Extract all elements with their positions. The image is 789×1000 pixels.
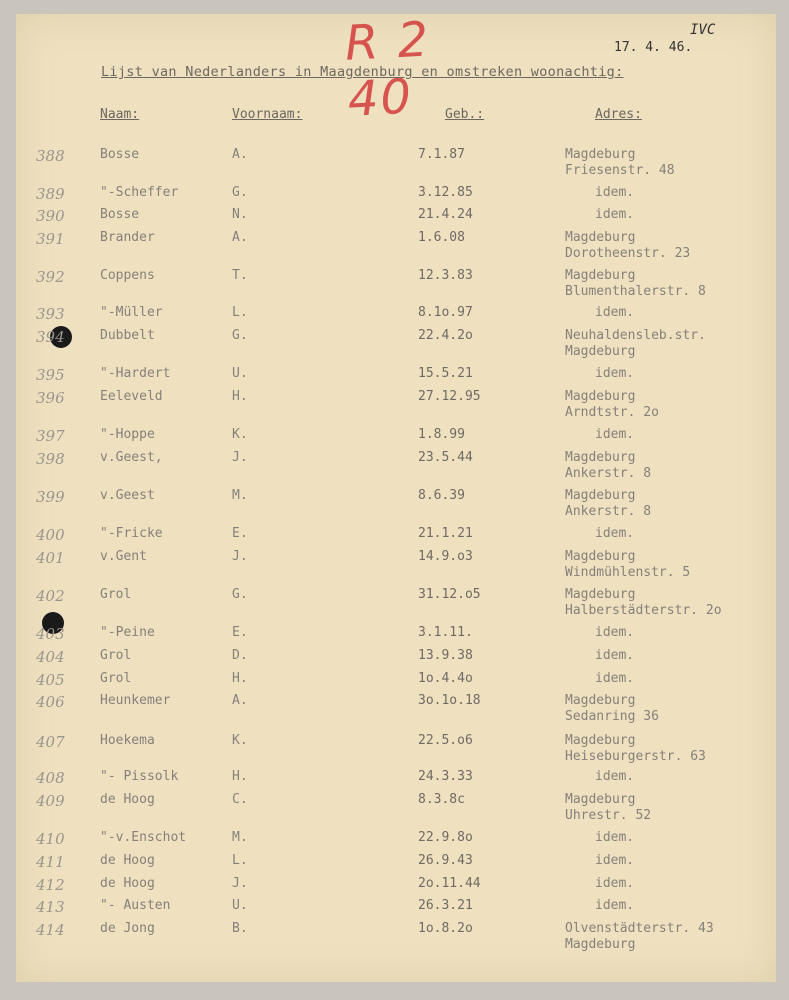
row-no: 400 (36, 526, 65, 544)
row-naam: Bosse (100, 207, 140, 222)
row-geb: 27.12.95 (418, 389, 481, 404)
row-no: 398 (36, 450, 65, 468)
row-vn: K. (232, 427, 248, 442)
row-vn: N. (232, 207, 248, 222)
row-adres: idem. (595, 769, 635, 784)
row-adres2: Windmühlenstr. 5 (565, 565, 691, 580)
row-adres2: Blumenthalerstr. 8 (565, 284, 706, 299)
table-row (0, 389, 789, 420)
row-vn: E. (232, 625, 248, 640)
row-geb: 3o.1o.18 (418, 693, 481, 708)
row-no: 390 (36, 207, 65, 225)
row-no: 403 (36, 625, 65, 643)
row-adres2: Halberstädterstr. 2o (565, 603, 722, 618)
row-adres: idem. (595, 207, 635, 222)
row-adres2: Friesenstr. 48 (565, 163, 675, 178)
row-geb: 22.4.2o (418, 328, 473, 343)
row-geb: 7.1.87 (418, 147, 465, 162)
row-no: 408 (36, 769, 65, 787)
table-row (0, 450, 789, 481)
row-geb: 21.1.21 (418, 526, 473, 541)
row-adres2: Sedanring 36 (565, 709, 659, 724)
row-naam: Coppens (100, 268, 155, 283)
row-no: 397 (36, 427, 65, 445)
row-geb: 1o.8.2o (418, 921, 473, 936)
table-row (0, 526, 789, 546)
row-adres: Neuhaldensleb.str. (565, 328, 706, 343)
row-naam: Heunkemer (100, 693, 171, 708)
row-geb: 26.3.21 (418, 898, 473, 913)
row-adres: Magdeburg (565, 549, 636, 564)
row-vn: M. (232, 488, 248, 503)
row-vn: G. (232, 587, 248, 602)
row-no: 401 (36, 549, 65, 567)
table-row (0, 268, 789, 299)
table-row (0, 549, 789, 580)
row-naam: "-v.Enschot (100, 830, 187, 845)
row-adres: Magdeburg (565, 268, 636, 283)
row-naam: v.Gent (100, 549, 147, 564)
row-vn: A. (232, 147, 248, 162)
row-naam: Brander (100, 230, 155, 245)
row-geb: 2o.11.44 (418, 876, 481, 891)
row-naam: Dubbelt (100, 328, 155, 343)
table-row (0, 671, 789, 691)
row-geb: 13.9.38 (418, 648, 473, 663)
row-geb: 14.9.o3 (418, 549, 473, 564)
row-adres2: Ankerstr. 8 (565, 504, 652, 519)
row-geb: 24.3.33 (418, 769, 473, 784)
document-title: Lijst van Nederlanders in Maagdenburg en omstreken woonachtig: (101, 64, 624, 80)
row-adres2: Dorotheenstr. 23 (565, 246, 691, 261)
row-no: 413 (36, 898, 65, 916)
row-adres2: Uhrestr. 52 (565, 808, 652, 823)
row-geb: 23.5.44 (418, 450, 473, 465)
row-vn: M. (232, 830, 248, 845)
row-adres: Magdeburg (565, 733, 636, 748)
row-vn: A. (232, 693, 248, 708)
row-adres: Magdeburg (565, 792, 636, 807)
row-adres: idem. (595, 853, 635, 868)
row-naam: de Hoog (100, 853, 155, 868)
row-naam: "-Hardert (100, 366, 171, 381)
row-naam: Bosse (100, 147, 140, 162)
corner-mark: IVC (690, 22, 716, 38)
row-naam: de Hoog (100, 792, 155, 807)
table-row (0, 769, 789, 789)
row-naam: "-Peine (100, 625, 155, 640)
table-row (0, 830, 789, 850)
row-naam: Hoekema (100, 733, 155, 748)
row-geb: 8.6.39 (418, 488, 465, 503)
row-vn: A. (232, 230, 248, 245)
row-naam: "-Müller (100, 305, 163, 320)
row-vn: L. (232, 853, 248, 868)
row-geb: 22.5.o6 (418, 733, 473, 748)
row-no: 411 (36, 853, 65, 871)
row-no: 406 (36, 693, 65, 711)
column-header-geb: Geb.: (445, 107, 485, 122)
row-adres: Magdeburg (565, 488, 636, 503)
row-vn: G. (232, 185, 248, 200)
table-row (0, 366, 789, 386)
table-row (0, 427, 789, 447)
table-row (0, 853, 789, 873)
table-row (0, 792, 789, 823)
row-geb: 1o.4.4o (418, 671, 473, 686)
row-geb: 26.9.43 (418, 853, 473, 868)
row-adres: idem. (595, 305, 635, 320)
row-naam: de Jong (100, 921, 155, 936)
row-adres: idem. (595, 898, 635, 913)
row-vn: U. (232, 366, 248, 381)
row-adres: Olvenstädterstr. 43 (565, 921, 714, 936)
row-geb: 3.12.85 (418, 185, 473, 200)
table-row (0, 898, 789, 918)
row-naam: v.Geest, (100, 450, 163, 465)
row-geb: 21.4.24 (418, 207, 473, 222)
row-adres: Magdeburg (565, 230, 636, 245)
row-no: 396 (36, 389, 65, 407)
row-adres: idem. (595, 427, 635, 442)
row-vn: L. (232, 305, 248, 320)
row-vn: C. (232, 792, 248, 807)
document-date: 17. 4. 46. (614, 40, 693, 55)
table-row (0, 207, 789, 227)
row-naam: "-Fricke (100, 526, 163, 541)
row-geb: 8.1o.97 (418, 305, 473, 320)
row-adres2: Arndtstr. 2o (565, 405, 659, 420)
table-row (0, 230, 789, 261)
row-adres: idem. (595, 526, 635, 541)
row-no: 388 (36, 147, 65, 165)
row-geb: 15.5.21 (418, 366, 473, 381)
row-naam: v.Geest (100, 488, 155, 503)
row-geb: 3.1.11. (418, 625, 473, 640)
row-vn: U. (232, 898, 248, 913)
row-no: 402 (36, 587, 65, 605)
row-adres: Magdeburg (565, 147, 636, 162)
row-no: 410 (36, 830, 65, 848)
row-adres2: Magdeburg (565, 344, 636, 359)
row-geb: 8.3.8c (418, 792, 465, 807)
table-row (0, 305, 789, 325)
row-vn: K. (232, 733, 248, 748)
row-adres: idem. (595, 625, 635, 640)
row-no: 404 (36, 648, 65, 666)
row-no: 399 (36, 488, 65, 506)
row-no: 409 (36, 792, 65, 810)
row-naam: "- Austen (100, 898, 171, 913)
column-header-naam: Naam: (100, 107, 140, 122)
row-adres2: Heiseburgerstr. 63 (565, 749, 706, 764)
row-geb: 1.6.08 (418, 230, 465, 245)
row-vn: D. (232, 648, 248, 663)
row-vn: J. (232, 450, 248, 465)
table-row (0, 587, 789, 618)
row-no: 394 (36, 328, 65, 346)
row-geb: 22.9.8o (418, 830, 473, 845)
row-naam: Grol (100, 671, 132, 686)
row-vn: G. (232, 328, 248, 343)
row-no: 393 (36, 305, 65, 323)
row-vn: B. (232, 921, 248, 936)
row-no: 395 (36, 366, 65, 384)
row-vn: J. (232, 876, 248, 891)
row-no: 412 (36, 876, 65, 894)
row-geb: 31.12.o5 (418, 587, 481, 602)
row-naam: de Hoog (100, 876, 155, 891)
column-header-voornaam: Voornaam: (232, 107, 303, 122)
row-naam: "- Pissolk (100, 769, 179, 784)
table-row (0, 328, 789, 359)
row-naam: Grol (100, 587, 132, 602)
row-adres: idem. (595, 648, 635, 663)
row-vn: H. (232, 671, 248, 686)
row-adres: Magdeburg (565, 389, 636, 404)
row-vn: J. (232, 549, 248, 564)
row-vn: H. (232, 769, 248, 784)
row-adres2: Ankerstr. 8 (565, 466, 652, 481)
table-row (0, 625, 789, 645)
row-no: 405 (36, 671, 65, 689)
row-adres: idem. (595, 876, 635, 891)
row-adres: Magdeburg (565, 587, 636, 602)
row-naam: "-Hoppe (100, 427, 155, 442)
row-geb: 12.3.83 (418, 268, 473, 283)
row-naam: "-Scheffer (100, 185, 179, 200)
row-naam: Eeleveld (100, 389, 163, 404)
table-row (0, 693, 789, 724)
row-geb: 1.8.99 (418, 427, 465, 442)
row-naam: Grol (100, 648, 132, 663)
row-adres: Magdeburg (565, 450, 636, 465)
row-no: 389 (36, 185, 65, 203)
table-row (0, 733, 789, 764)
row-no: 414 (36, 921, 65, 939)
row-adres: idem. (595, 671, 635, 686)
row-vn: E. (232, 526, 248, 541)
table-row (0, 921, 789, 952)
row-adres: idem. (595, 185, 635, 200)
table-row (0, 185, 789, 205)
row-adres2: Magdeburg (565, 937, 636, 952)
row-adres: Magdeburg (565, 693, 636, 708)
row-vn: H. (232, 389, 248, 404)
column-header-adres: Adres: (595, 107, 642, 122)
row-adres: idem. (595, 830, 635, 845)
table-row (0, 488, 789, 519)
row-no: 391 (36, 230, 65, 248)
row-no: 392 (36, 268, 65, 286)
red-stamp: R 2 40 (343, 11, 432, 128)
row-vn: T. (232, 268, 248, 283)
row-adres: idem. (595, 366, 635, 381)
row-no: 407 (36, 733, 65, 751)
table-row (0, 147, 789, 178)
table-row (0, 876, 789, 896)
table-row (0, 648, 789, 668)
